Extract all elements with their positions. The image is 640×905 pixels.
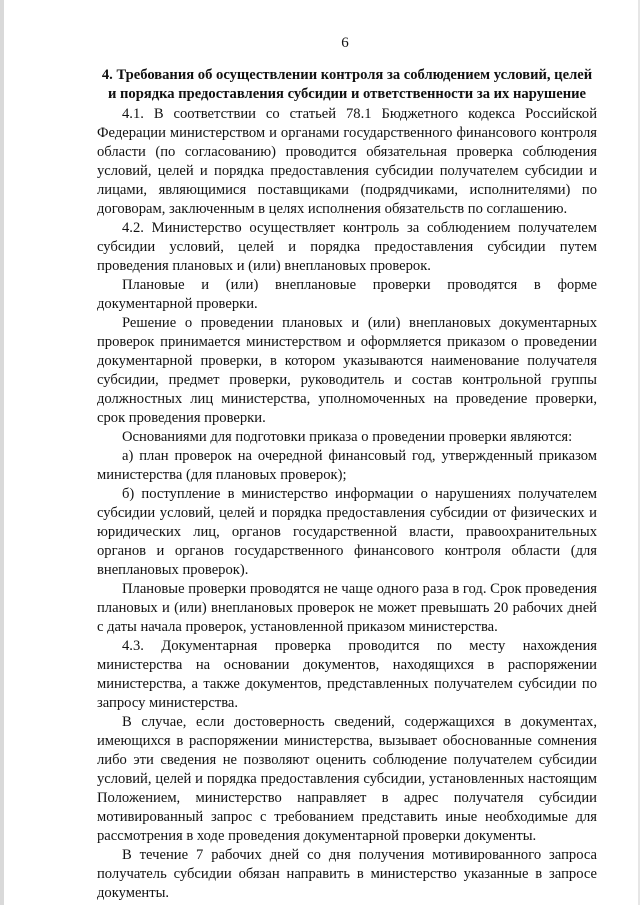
scan-edge-left <box>0 0 4 905</box>
paragraph-doubt-request: В случае, если достоверность сведений, содержащихся в документах, имеющихся в распоряжении министерства, вызывает обоснованные сомнения либо эти сведения не позволяют оценить соблюдение получателем субсидии условий, целей и порядка предоставления субсидии, установленных настоящим Положением, министерство направляет в адрес получателя субсидии мотивированный запрос с требованием представить иные необходимые для рассмотрения в ходе проведения документарной проверки документы. <box>97 714 597 844</box>
paragraph-grounds-b: б) поступление в министерство информации о нарушениях получателем субсидии условий, целей и порядка предоставления субсидии от физических и юридических лиц, органов государственной власти, правоохранительных органов и органов государственного финансового контроля области (для внеплановых проверок). <box>97 486 597 578</box>
page-number: 6 <box>341 35 349 51</box>
paragraph-grounds-intro: Основаниями для подготовки приказа о проведении проверки являются: <box>122 429 573 445</box>
paragraph-planned-frequency: Плановые проверки проводятся не чаще одного раза в год. Срок проведения плановых и (или) внеплановых проверок не может превышать 20 рабочих дней с даты начала проверок, установленной приказом министерства. <box>97 581 597 635</box>
paragraph-check-decision: Решение о проведении плановых и (или) внеплановых документарных проверок принимается министерством и оформляется приказом о проведении документарной проверки, в котором указываются наименование получателя субсидии, предмет проверки, руководитель и состав контрольной группы должностных лиц министерства, уполномоченных на проведение проверки, срок проведения проверки. <box>97 315 597 426</box>
paragraph-grounds-a: а) план проверок на очередной финансовый год, утвержденный приказом министерства (для плановых проверок); <box>97 448 597 483</box>
paragraph-check-form: Плановые и (или) внеплановые проверки проводятся в форме документарной проверки. <box>97 277 597 312</box>
document-page <box>97 34 597 903</box>
section-title: 4. Требования об осуществлении контроля за соблюдением условий, целей и порядка предоставления субсидии и ответственности за их нарушение <box>101 67 593 102</box>
paragraph-4-3: 4.3. Документарная проверка проводится по месту нахождения министерства на основании документов, находящихся в распоряжении министерства, а также документов, представленных получателем субсидии по запросу министерства. <box>97 638 597 711</box>
paragraph-4-1: 4.1. В соответствии со статьей 78.1 Бюджетного кодекса Российской Федерации министерством и органами государственного финансового контроля области (по согласованию) проводится обязательная проверка соблюдения условий, целей и порядка предоставления субсидии получателем субсидии и лицами, являющимися поставщиками (подрядчиками, исполнителями) по договорам, заключенным в целях исполнения обязательств по соглашению. <box>97 106 597 217</box>
paragraph-response-deadline: В течение 7 рабочих дней со дня получения мотивированного запроса получатель субсидии обязан направить в министерство указанные в запросе документы. <box>97 847 597 901</box>
paragraph-4-2: 4.2. Министерство осуществляет контроль за соблюдением получателем субсидии условий, целей и порядка предоставления субсидии путем проведения плановых и (или) внеплановых проверок. <box>97 220 597 274</box>
